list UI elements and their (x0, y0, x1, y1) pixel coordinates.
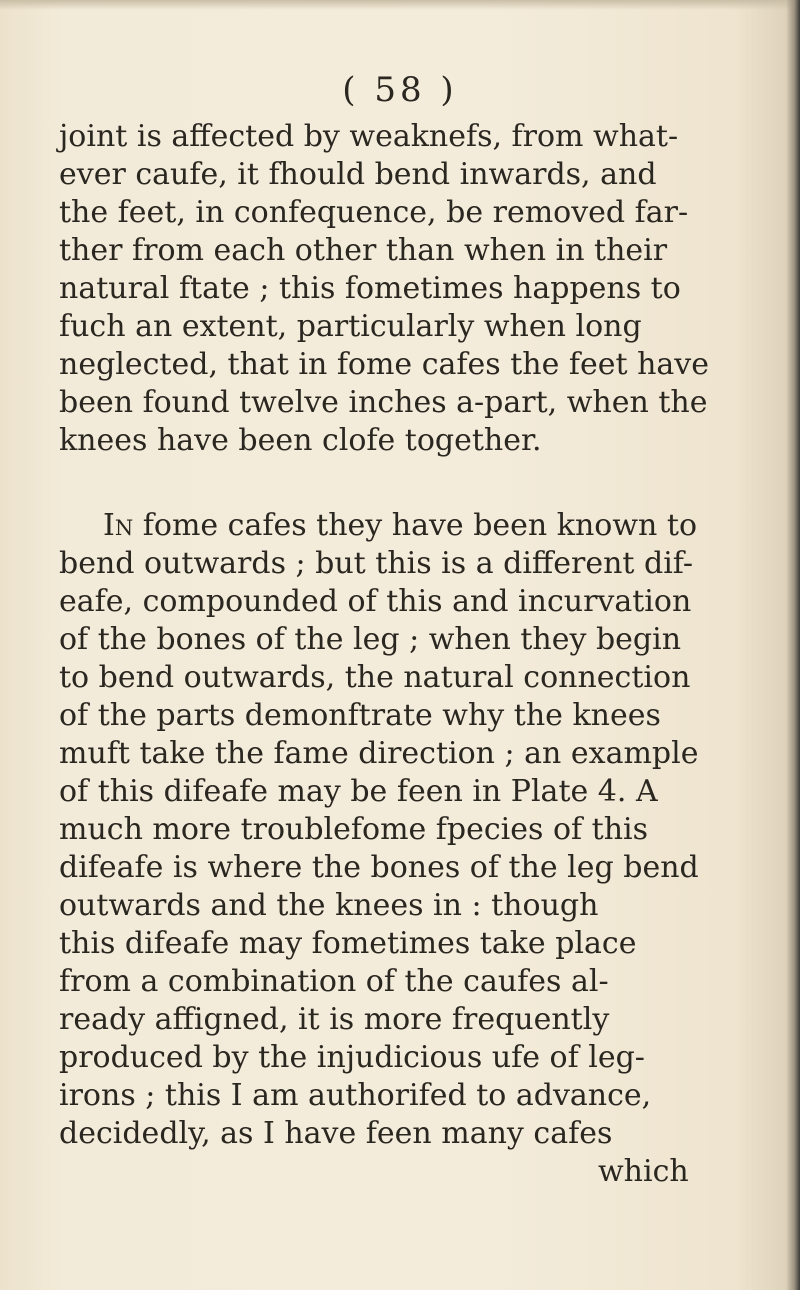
text-line: outwards and the knees in : though (59, 888, 599, 923)
page-number: ( 58 ) (342, 70, 458, 110)
text-line: to bend outwards, the natural connection (59, 660, 691, 695)
text-line: eafe, compounded of this and incurvation (59, 584, 692, 619)
text-line: the feet, in confequence, be removed far- (59, 195, 689, 230)
text-line: been found twelve inches a-part, when the (59, 385, 708, 420)
text-line: fuch an extent, particularly when long (59, 309, 642, 344)
text-line: ther from each other than when in their (59, 233, 668, 268)
text-line: decidedly, as I have feen many cafes (59, 1116, 613, 1151)
paragraph-first-line-rest: fome cafes they have been known to (142, 508, 698, 543)
text-line: natural ftate ; this fometimes happens to (59, 271, 681, 306)
text-line: joint is affected by weaknefs, from what- (59, 119, 679, 154)
paragraph-initial-word: In (103, 508, 134, 543)
paragraph-first-line (103, 507, 800, 545)
text-line: irons ; this I am authorifed to advance, (59, 1078, 652, 1113)
page-top-edge (0, 0, 800, 10)
text-line: from a combination of the caufes al- (59, 964, 609, 999)
text-line: muft take the fame direction ; an example (59, 736, 699, 771)
text-line: knees have been clofe together. (59, 423, 542, 458)
text-line: produced by the injudicious ufe of leg- (59, 1040, 645, 1075)
text-line: this difeafe may fometimes take place (59, 926, 637, 961)
text-line: difeafe is where the bones of the leg bend (59, 850, 699, 885)
text-line: bend outwards ; but this is a different dif- (59, 546, 693, 581)
text-line: of the parts demonftrate why the knees (59, 698, 661, 733)
text-line: neglected, that in fome cafes the feet have (59, 347, 709, 382)
text-line: ever caufe, it fhould bend inwards, and (59, 157, 657, 192)
catchword: which (598, 1154, 689, 1189)
text-line: of the bones of the leg ; when they begin (59, 622, 682, 657)
text-line: ready affigned, it is more frequently (59, 1002, 610, 1037)
text-line: of this difeafe may be feen in Plate 4. A (59, 774, 658, 809)
text-line: much more troublefome fpecies of this (59, 812, 649, 847)
